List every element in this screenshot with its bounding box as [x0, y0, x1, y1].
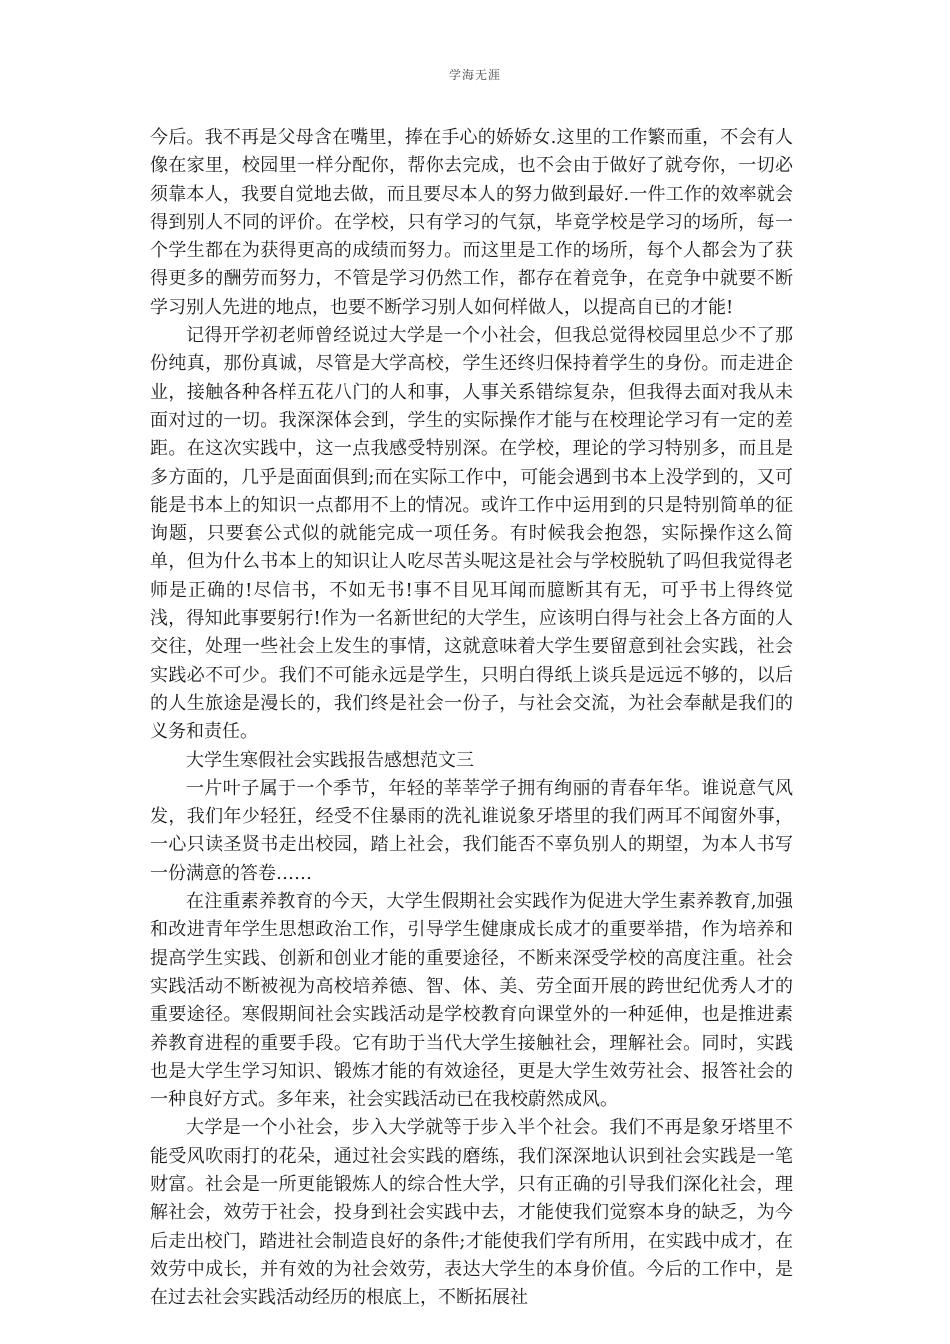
paragraph-1: 今后。我不再是父母含在嘴里，捧在手心的娇娇女.这里的工作繁而重，不会有人像在家里，校园里一样分配你，帮你去完成，也不会由于做好了就夸你，一切必须靠本人，我要自觉地去做，而且要尽本人的努力做到最好.一件工作的效率就会得到别人不同的评价。在学校，只有学习的气氛，毕竟学校是学习的场所，每一个学生都在为获得更高的成绩而努力。而这里是工作的场所，每个人都会为了获得更多的酬劳而努力，不管是学习仍然工作，都存在着竞争，在竞争中就要不断学习别人先进的地点，也要不断学习别人如何样做人，以提高自已的才能! — [150, 127, 793, 318]
section-heading: 大学生寒假社会实践报告感想范文三 — [186, 749, 474, 771]
document-body — [150, 124, 793, 1312]
paragraph-3: 一片叶子属于一个季节，年轻的莘莘学子拥有绚丽的青春年华。谁说意气风发，我们年少轻狂，经受不住暴雨的洗礼谁说象牙塔里的我们两耳不闻窗外事，一心只读圣贤书走出校园，踏上社会，我们能否不辜负别人的期望，为本人书写一份满意的答卷…… — [150, 777, 793, 884]
page-header: 学海无涯 — [448, 68, 501, 82]
paragraph-2: 记得开学初老师曾经说过大学是一个小社会，但我总觉得校园里总少不了那份纯真，那份真诚，尽管是大学高校，学生还终归保持着学生的身份。而走进企业，接触各种各样五花八门的人和事，人事关系错综复杂，但我得去面对我从未面对过的一切。我深深体会到，学生的实际操作才能与在校理论学习有一定的差距。在这次实践中，这一点我感受特别深。在学校，理论的学习特别多，而且是多方面的，几乎是面面俱到;而在实际工作中，可能会遇到书本上没学到的，又可能是书本上的知识一点都用不上的情况。或许工作中运用到的只是特别简单的征询题，只要套公式似的就能完成一项任务。有时候我会抱怨，实际操作这么简单，但为什么书本上的知识让人吃尽苦头呢这是社会与学校脱轨了吗但我觉得老师是正确的!尽信书，不如无书!事不目见耳闻而臆断其有无，可乎书上得终觉浅，得知此事要躬行!作为一名新世纪的大学生，应该明白得与社会上各方面的人交往，处理一些社会上发生的事情，这就意味着大学生要留意到社会实践，社会实践必不可少。我们不可能永远是学生，只明白得纸上谈兵是远远不够的，以后的人生旅途是漫长的，我们终是社会一份子，与社会交流，为社会奉献是我们的义务和责任。 — [150, 325, 793, 743]
paragraph-5: 大学是一个小社会，步入大学就等于步入半个社会。我们不再是象牙塔里不能受风吹雨打的花朵，通过社会实践的磨练，我们深深地认识到社会实践是一笔财富。社会是一所更能锻炼人的综合性大学，只有正确的引导我们深化社会，理解社会，效劳于社会，投身到社会实践中去，才能使我们觉察本身的缺乏，为今后走出校门，踏进社会制造良好的条件;才能使我们学有所用，在实践中成才，在效劳中成长，并有效的为社会效劳，表达大学生的本身价值。今后的工作中，是在过去社会实践活动经历的根底上，不断拓展社 — [150, 1117, 793, 1309]
paragraph-4: 在注重素养教育的今天，大学生假期社会实践作为促进大学生素养教育,加强和改进青年学生思想政治工作，引导学生健康成长成才的重要举措，作为培养和提高学生实践、创新和创业才能的重要途径，不断来深受学校的高度注重。社会实践活动不断被视为高校培养德、智、体、美、劳全面开展的跨世纪优秀人才的重要途径。寒假期间社会实践活动是学校教育向课堂外的一种延伸，也是推进素养教育进程的重要手段。它有助于当代大学生接触社会，理解社会。同时，实践也是大学生学习知识、锻炼才能的有效途径，更是大学生效劳社会、报答社会的一种良好方式。多年来，社会实践活动已在我校蔚然成风。 — [150, 891, 793, 1111]
